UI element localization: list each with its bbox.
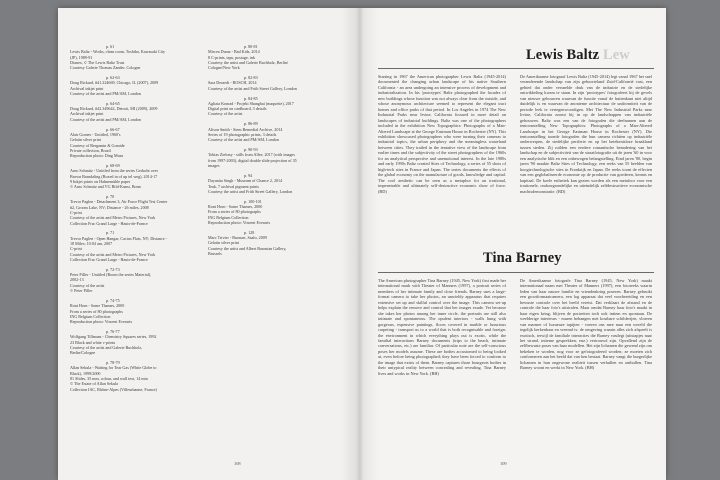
image-caption [208,199,336,225]
artist-heading-lewis-baltz [526,47,630,64]
image-caption [70,75,190,96]
caption-line: Agliata Konrad - Projekt Shanghai (maquette), 2017 [208,100,294,106]
caption-line: Reproduction photo: Vincent Everarts [208,219,271,225]
caption-page-ref: p. 64-65 [106,100,120,106]
image-caption [70,329,190,355]
image-caption [208,96,336,117]
caption-line: Courtesy the artist and Galerie Buchholz, Berlin/ [208,59,289,65]
page-number-left: 108 [234,461,241,466]
caption-line: Collection Frac Grand Large - Hauts-de-France [70,220,148,226]
caption-line: Marc Trivier - Buonarr, Saalo, 2009 [208,235,267,241]
caption-line: Courtesy of the artist and PM/AM, London [70,90,141,96]
caption-line: Courtesy of the artist and PM/AM, London [70,116,141,122]
image-caption [70,163,190,189]
caption-line: Allan Sekula - Waiting for Tear Gas (White Globe to [70,365,157,371]
caption-column-left [70,44,190,396]
caption-line: Reproduction photo: Vincent Everarts [70,319,133,325]
caption-line: Brown Brandaling (Boxed in of up tel weg), 2014-17 [70,173,158,179]
caption-page-ref: p. 66-67 [106,126,120,132]
caption-line: ING Belgium Collection [208,214,249,220]
caption-line: Courtesy the artist and Frith Street Gallery, London [208,188,293,194]
caption-line: (JP), 1989-91 [70,54,93,60]
caption-page-ref: p. 100-101 [244,198,262,204]
caption-line: Peter Piller - Untitled (Room the series Material), [70,272,152,278]
caption-page-ref: p. 94 [244,172,253,178]
caption-line: Alair Gomes - Untitled, 1960's [70,131,121,137]
biography-dutch: De Amerikaanse fotograaf Lewis Baltz (1945-2014) legt vanaf 1967 het snel veranderende landschap van zijn geboorteland Zuid-Californië vast, een gebied dat onder versnelde druk van de industrie en de stedelijke ontwikkeling kwam te staan. In zijn 'prototypes' fotografeert hij de gevels van nieuwe gebouwen waarvan de functie vanaf de buitenkant niet altijd duidelijk is en waarvan de anonieme architectuur de uniformiteit van de periode leek te vertegenwoordigen. Met The New Industrial Parks near Irvine, California zoomt hij in op de landschappen van industriële gebouwen. Baltz was een van de fotografen die deelnamen aan de tentoonstelling New Topographics: Photographs of a Man-Altered Landscape in het George Eastman House in Rochester (NY). Die tentoonstelling toonde fotografen die hun camera richtten op industriële onderwerpen, de stedelijke periferie en op het betekenisloze braakland tussen steden. Zij ruilden een eerdere romantische benadering van het landschap en de subjectiviteit van de straatfotografie uit de jaren '60 in voor een analytische blik en een onbewogen belangstelling. Eind jaren '80, begin jaren '90 maakte Baltz Sites of Technology, een reeks van 55 beelden van hoogtechnologische sites in Frankrijk en Japan. De reeks toont de effecten van een geglobaliseerde economie op de productie van goederen, kennis en kapitaal. De koele esthetiek kan gezien worden als een metafoor voor een irrationele, ondoorgrondelijke en uiteindelijk zelfdestructieve economische machtsdemonstratie. (BD) [520,74,652,194]
image-caption [70,127,190,159]
caption-line: #2, Groom Lake, NV; Distance - 26 miles, 2008 [70,204,149,210]
caption-page-ref: p. 68-69 [106,163,120,169]
left-page [58,8,356,480]
caption-line: From a series of 80 photographs [208,209,261,215]
section-divider [378,68,654,69]
caption-column-right [208,44,336,261]
caption-line: Dianex, © The Lewis Baltz Trust [70,59,125,65]
caption-line: Courtesy Galerie Thomas Zander, Cologne [70,65,141,71]
caption-line: 18 Miles; 10:04 am, 2007 [70,241,113,247]
caption-page-ref: p. 128 [244,229,255,235]
biography-english: The American photographer Tina Barney (1945, New York) first made her international mark with Theater of Manners (1997), a portrait series of members of her intimate family and close friends. Barney uses a large-format camera to take her photos, an unwieldy apparatus that requires extensive set up and skilful control over the image. This camera set-up helps explain the remove and control that her images exude. Yet because she takes her photos among her inner circle, the portraits are still also intimate and spontaneous. The opulent interiors - walls hung with gorgeous, expensive paintings, floors covered in marble or luxurious carpeting - transport us to a world that is both recognisable and foreign: the environment in which everything plays out is exotic, while the familial interactions Barney documents (trips to the beach, intimate conversations, etc.) are familiar. Of particular note are the self-conscious poses her models assume. These are bodies accustomed to being looked at, even before being photographed; they have been forced to conform to the image that exists of them. Barney captures those bourgeois bodies in their untypical reality between concealing and revealing. Tina Barney lives and works in New York. (BH) [378,278,506,376]
caption-line: © Peter Piller [70,288,93,294]
caption-line: Lewis Baltz - Works, clean room, Toshiba, Kawasaki City [70,49,166,55]
caption-line: Trevor Paglen - Open Hangar, Cactus Flats, NV; Distance - [70,235,168,241]
caption-page-ref: p. 90-93 [244,147,258,153]
biography-dutch: De Amerikaanse fotografe Tina Barney (1945, New York) maakt internationaal naam met Theater of Manners (1997), een fotoreeks waarin leden van haar nauwe familie en vriendenkring poseren. Barney gebruikt een grootformaatcamera, een log apparaat dat veel voorbereiding en een bewuste controle over het beeld vereist. Dat verklaart de afstand en de controle die haar foto's uitstralen. Maar omdat Barney haar foto's maakt in haar eigen kring, blijven de portretten toch ook intiem en spontaan. De weelderige interieurs - muren behangen met kostbare schilderijen, vloeren van marmer of luxueuze tapijten - voeren ons mee naar een wereld die tegelijk herkenbaar en vreemd is: de omgeving waarin alles zich afspeelt is exotisch, terwijl de familiale interacties die Barney vastlegt (uitstapjes naar het strand, intieme gesprekken, enz.) vertrouwd zijn. Opvallend zijn de zelfbewuste poses van haar modellen. Het zijn lichamen die gewend zijn om bekeken te worden, nog voor ze gefotografeerd worden; ze moeten zich conformeren aan het beeld dat van hen bestaat. Barney vangt die burgerlijke lichamen in hun ongewone realiteit tussen verhullen en onthullen. Tina Barney woont en werkt in New York. (BH) [520,278,652,371]
caption-line: Courtesy of the artist [208,111,243,117]
caption-page-ref: p. 82-83 [244,75,258,81]
caption-line: Sara Deraedt - ROSCH, 2014 [208,80,257,86]
caption-line: 81 Slides, 35 mm, colour, and wall text, 14 min [70,375,148,381]
image-caption [70,267,190,293]
caption-line: Series of 19 photographic prints, 3 details [208,131,277,137]
caption-line: Black), 1999/2000 [70,370,101,376]
caption-line: Courtesy of the artist and Galerie Buchholz, [70,344,143,350]
image-caption [70,44,190,70]
caption-line: Wolfgang Tillmans - Chemistry Squares series, 1992 [70,334,157,340]
caption-page-ref: p. 72-73 [106,266,120,272]
caption-line: Archival inkjet print [70,85,104,91]
image-caption [208,75,336,91]
caption-line: ING Belgium Collection [70,313,111,319]
caption-line: Doug Rickard, #41.224669, Chicago, IL (2007), 2009 [70,80,159,86]
artist-heading-tina-barney: Tina Barney [483,250,562,266]
caption-line: C-print [70,209,82,215]
caption-page-ref: p. 62-63 [106,75,120,81]
caption-line: Courtesy the artist and Albert Baronian Gallery, [208,245,287,251]
caption-page-ref: p. 84-85 [244,95,258,101]
caption-line: Alison Smith - Siem Remedial Archive, 2014 [208,126,283,132]
caption-line: From a series of 80 photographs [70,308,123,314]
caption-line: 9 Inkjet prints on Hahnemühle paper [70,178,131,184]
right-page [360,8,666,480]
caption-line: Courtesy of the artist and Frith Street Gallery, London [208,85,297,91]
caption-line: Reproduction photo: Ding Musa [70,153,124,159]
caption-line: 23 Black and white c-prints [70,339,116,345]
image-caption [70,194,190,226]
caption-line: Courtesy of the artist [70,282,105,288]
caption-line: © Arno Schmitz and VG Bild-Kunst, Bonn [70,184,141,190]
caption-line: Mircea Duraz - Bad Kids, 2014 [208,49,260,55]
caption-line: Private collection, Brazil [70,147,111,153]
caption-page-ref: p. 71 [106,230,115,236]
caption-line: Courtesy of the artist and Metro Pictures, New York [70,251,156,257]
image-caption [208,147,336,168]
caption-line: Cologne/New York [208,65,240,71]
caption-line: Courtesy of the artist and PM/AM, London [208,137,279,143]
caption-line: 8 C-prints, taps, postage, ink [208,54,255,60]
image-caption [208,173,336,194]
caption-line: Trevor Paglen - Detachment 3, Air Force Flight Test Center [70,199,168,205]
caption-line: Arno Schmitz - Untitled from the series Gedacht over [70,168,158,174]
caption-page-ref: p. 78-79 [106,360,120,366]
image-caption [208,230,336,256]
caption-line: Teak, 7 archival pigment prints [208,183,259,189]
caption-line: Gelatin silver print [208,240,239,246]
caption-line: Digital print on cardboard, 3 details [208,106,267,112]
caption-line: Courtesy of Bergamin & Gomide [70,142,125,148]
caption-line: Roni Horn - Some Thames, 2000 [208,203,263,209]
caption-page-ref: p. 61 [106,44,115,49]
biography-english: Starting in 1967 the American photographer Lewis Baltz (1945-2014) documented the changing urban landscape of his native Southern California - an area undergoing an intensive process of development and industrialization. In his 'prototypes' Baltz photographed the facades of new buildings whose function was not always clear from the outside, and whose anonymous architecture seemed to represent the elegant tract homes and office parks of that period. In Los Angeles in 1974 The New Industrial Parks near Irvine, California focused in more detail on landscapes of industrial buildings. Baltz was one of the photographers included in the exhibition New Topographics: Photographs of a Man-Altered Landscape at the George Eastman House in Rochester (NY). This exhibition showcased photographers who were turning their cameras to industrial topics, the urban periphery and the meaningless wasteland between cities. They trailed in the tentative view of the landscape from earlier times and the subjectivity of the street photographers of the 1960s for an analytical perspective and unemotional interest. In the late 1980s and early 1990s Baltz created Sites of Technology, a series of 55 shots of high-tech sites in France and Japan. The series documents the effects of the global economy on the manufacture of goods, knowledge and capital. The cool aesthetic can be seen as a metaphor for an irrational, impenetrable and ultimately self-destructive economic show of force. (BD) [378,74,506,194]
image-caption [70,298,190,324]
caption-page-ref: p. 70 [106,194,115,200]
image-caption [208,44,336,70]
section-divider [378,272,654,273]
caption-line: images [208,163,220,169]
caption-line: Roni Horn - Some Thames, 2000 [70,303,125,309]
caption-line: 2002-13 [70,277,84,283]
caption-line: Berlin/Cologne [70,350,96,356]
caption-page-ref: p. 80-81 [244,44,258,49]
caption-line: © The Estate of Allan Sekula [70,381,118,387]
heading-text: Lewis Baltz [526,47,600,63]
page-number-right: 109 [500,461,507,466]
image-caption [70,101,190,122]
caption-line: Collection IAC, Rhône-Alpes (Villeurbanne, France) [70,386,157,392]
caption-line: from 1997-2003), digital double slide projection of 35 [208,157,297,163]
caption-line: Gelatin silver print [70,137,101,143]
caption-page-ref: p. 76-77 [106,329,120,334]
caption-page-ref: p. 86-89 [244,121,258,127]
caption-line: C-print [70,246,82,252]
caption-line: Tobias Zielony - stills from Allee, 2017 (with images [208,152,295,158]
caption-line: Doug Rickard, #42.349642, Detroit, MI (2009), 2009 [70,106,158,112]
caption-line: Brussels [208,250,222,256]
ghost-heading-fragment: Lew [602,47,630,63]
caption-line: Collection Frac Grand Large - Hauts-de-France [70,256,148,262]
book-spread [58,8,666,480]
image-caption [70,360,190,392]
caption-line: Courtesy of the artist and Metro Pictures, New York [70,215,156,221]
caption-page-ref: p. 74-75 [106,297,120,303]
image-caption [70,230,190,262]
caption-line: Dayanita Singh - Museum of Chance 2, 2014 [208,178,283,184]
caption-line: Archival inkjet print [70,111,104,117]
image-caption [208,121,336,142]
